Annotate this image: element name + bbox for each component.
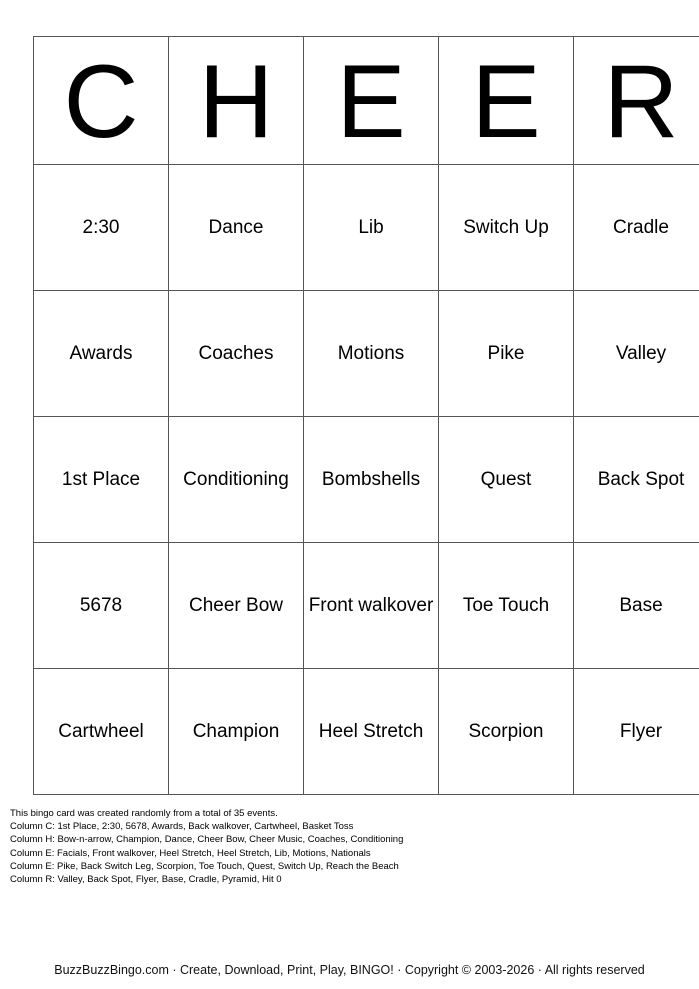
- card-cell: Motions: [304, 291, 439, 417]
- card-cell: 5678: [34, 543, 169, 669]
- card-cell: Cartwheel: [34, 669, 169, 795]
- card-cell: Bombshells: [304, 417, 439, 543]
- card-cell: Conditioning: [169, 417, 304, 543]
- card-cell: Cradle: [574, 165, 699, 291]
- card-cell: Toe Touch: [439, 543, 574, 669]
- notes-line: Column E: Facials, Front walkover, Heel Stretch, Heel Stretch, Lib, Motions, Nationals: [10, 847, 371, 859]
- bingo-card: [33, 36, 699, 795]
- card-cell: 1st Place: [34, 417, 169, 543]
- card-cell: Valley: [574, 291, 699, 417]
- card-row: [34, 165, 699, 291]
- card-cell: Flyer: [574, 669, 699, 795]
- card-cell: Scorpion: [439, 669, 574, 795]
- card-row: [34, 543, 699, 669]
- header-letter: R: [574, 37, 699, 165]
- card-cell: 2:30: [34, 165, 169, 291]
- card-cell: Coaches: [169, 291, 304, 417]
- card-row: [34, 417, 699, 543]
- card-cell: Heel Stretch: [304, 669, 439, 795]
- page-footer: BuzzBuzzBingo.com · Create, Download, Print, Play, BINGO! · Copyright © 2003-2026 · All rights reserved: [54, 963, 645, 977]
- header-letter: C: [34, 37, 169, 165]
- card-notes: [10, 807, 690, 886]
- notes-line: Column E: Pike, Back Switch Leg, Scorpion, Toe Touch, Quest, Switch Up, Reach the Beach: [10, 860, 399, 872]
- notes-line: Column H: Bow-n-arrow, Champion, Dance, Cheer Bow, Cheer Music, Coaches, Conditioning: [10, 834, 404, 846]
- card-cell: Champion: [169, 669, 304, 795]
- card-cell: Lib: [304, 165, 439, 291]
- card-cell: Dance: [169, 165, 304, 291]
- card-cell: Awards: [34, 291, 169, 417]
- card-cell: Pike: [439, 291, 574, 417]
- card-cell: Quest: [439, 417, 574, 543]
- notes-line: Column R: Valley, Back Spot, Flyer, Base, Cradle, Pyramid, Hit 0: [10, 874, 282, 886]
- card-cell: Cheer Bow: [169, 543, 304, 669]
- card-cell: Base: [574, 543, 699, 669]
- header-letter: H: [169, 37, 304, 165]
- card-cell: Switch Up: [439, 165, 574, 291]
- notes-line: This bingo card was created randomly from a total of 35 events.: [10, 808, 278, 819]
- header-letter: E: [439, 37, 574, 165]
- card-cell: Back Spot: [574, 417, 699, 543]
- card-row: [34, 669, 699, 795]
- header-letter: E: [304, 37, 439, 165]
- card-cell: Front walkover: [304, 543, 439, 669]
- notes-line: Column C: 1st Place, 2:30, 5678, Awards, Back walkover, Cartwheel, Basket Toss: [10, 821, 354, 833]
- card-header-row: [34, 37, 699, 165]
- card-row: [34, 291, 699, 417]
